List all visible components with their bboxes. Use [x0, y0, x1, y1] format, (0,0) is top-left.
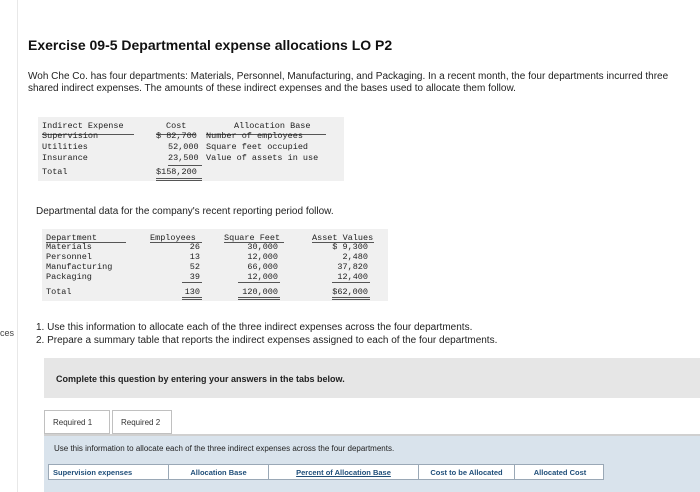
column-supervision-expenses: Supervision expenses [49, 465, 169, 479]
page-title: Exercise 09-5 Departmental expense allocations LO P2 [28, 37, 393, 53]
total-double-underline [182, 297, 202, 298]
instructions-list [36, 321, 497, 347]
table-row [38, 153, 344, 163]
column-cost-to-be-allocated: Cost to be Allocated [419, 465, 515, 479]
header-department: Department [46, 233, 98, 243]
instruction-item: 2. Prepare a summary table that reports the indirect expenses assigned to each of the four departments. [36, 335, 498, 346]
department-name: Personnel [46, 252, 92, 262]
subtotal-underline [182, 282, 202, 283]
tab-panel-required-1 [44, 436, 700, 492]
header-employees: Employees [150, 233, 196, 243]
department-sqft: 30,000 [247, 242, 278, 252]
total-employees: 130 [184, 287, 200, 297]
panel-instruction: Use this information to allocate each of the three indirect expenses across the four departments. [54, 444, 395, 453]
table-header [38, 121, 344, 131]
subtotal-underline [238, 282, 280, 283]
department-employees: 52 [189, 262, 200, 272]
total-row [42, 287, 388, 297]
expense-base: Number of employees [206, 131, 303, 141]
total-double-underline [332, 299, 370, 300]
sidebar-tab-fragment[interactable]: ces [0, 328, 15, 338]
expense-base: Square feet occupied [206, 142, 309, 152]
expense-name: Supervision [42, 131, 99, 141]
header-indirect-expense: Indirect Expense [42, 121, 124, 131]
header-allocation-base: Allocation Base [234, 121, 311, 131]
answer-tabs [44, 406, 700, 492]
total-cost: $158,200 [156, 167, 197, 177]
total-row [38, 167, 344, 177]
total-double-underline [156, 178, 202, 179]
allocation-table-header [48, 464, 604, 480]
table-row [42, 252, 388, 262]
total-double-underline [332, 297, 370, 298]
tab-required-2[interactable]: Required 2 [112, 410, 172, 434]
expense-cost: 23,500 [168, 153, 199, 163]
department-employees: 13 [189, 252, 200, 262]
column-allocated-cost: Allocated Cost [533, 468, 587, 477]
tab-required-1[interactable]: Required 1 [44, 410, 110, 434]
indirect-expenses-table [38, 117, 344, 181]
department-assets: 2,480 [342, 252, 368, 262]
column-percent-of-allocation-base: Percent of Allocation Base [269, 465, 419, 479]
total-sqft: 120,000 [242, 287, 278, 297]
table-row [38, 142, 344, 152]
department-employees: 39 [189, 272, 200, 282]
total-assets: $62,000 [332, 287, 368, 297]
total-double-underline [156, 180, 202, 181]
department-name: Packaging [46, 272, 92, 282]
department-employees: 26 [189, 242, 200, 252]
table-row [38, 131, 344, 141]
header-cost: Cost [166, 121, 187, 131]
table-row [42, 242, 388, 252]
expense-name: Utilities [42, 142, 88, 152]
complete-prompt: Complete this question by entering your answers in the tabs below. [56, 374, 345, 384]
expense-name: Insurance [42, 153, 88, 163]
department-name: Materials [46, 242, 92, 252]
total-label: Total [46, 287, 72, 297]
department-assets: 12,400 [337, 272, 368, 282]
subtotal-underline [332, 282, 370, 283]
department-sqft: 12,000 [247, 252, 278, 262]
total-double-underline [238, 299, 280, 300]
complete-question-banner [44, 358, 700, 398]
subtotal-underline [168, 165, 202, 166]
department-sqft: 12,000 [247, 272, 278, 282]
total-double-underline [238, 297, 280, 298]
intro-paragraph: Woh Che Co. has four departments: Materials, Personnel, Manufacturing, and Packaging. In a recent month, the four departments incurred three shared indirect expenses. The amounts of these indirect expenses and the bases used to allocate them follow. [28, 71, 669, 94]
expense-cost: $ 82,700 [156, 131, 197, 141]
total-double-underline [182, 299, 202, 300]
expense-base: Value of assets in use [206, 153, 319, 163]
department-name: Manufacturing [46, 262, 113, 272]
department-assets: 37,820 [337, 262, 368, 272]
departmental-data-table [42, 229, 388, 301]
left-sidebar-strip [0, 0, 18, 492]
header-square-feet: Square Feet [224, 233, 281, 243]
departmental-data-intro: Departmental data for the company's recent reporting period follow. [36, 206, 334, 217]
column-allocation-base: Allocation Base [169, 465, 269, 479]
expense-cost: 52,000 [168, 142, 199, 152]
department-assets: $ 9,300 [332, 242, 368, 252]
table-row [42, 262, 388, 272]
header-asset-values: Asset Values [312, 233, 374, 243]
total-label: Total [42, 167, 68, 177]
instruction-item: 1. Use this information to allocate each of the three indirect expenses across the four departments. [36, 322, 473, 333]
content-area [24, 0, 700, 492]
table-row [42, 272, 388, 282]
department-sqft: 66,000 [247, 262, 278, 272]
